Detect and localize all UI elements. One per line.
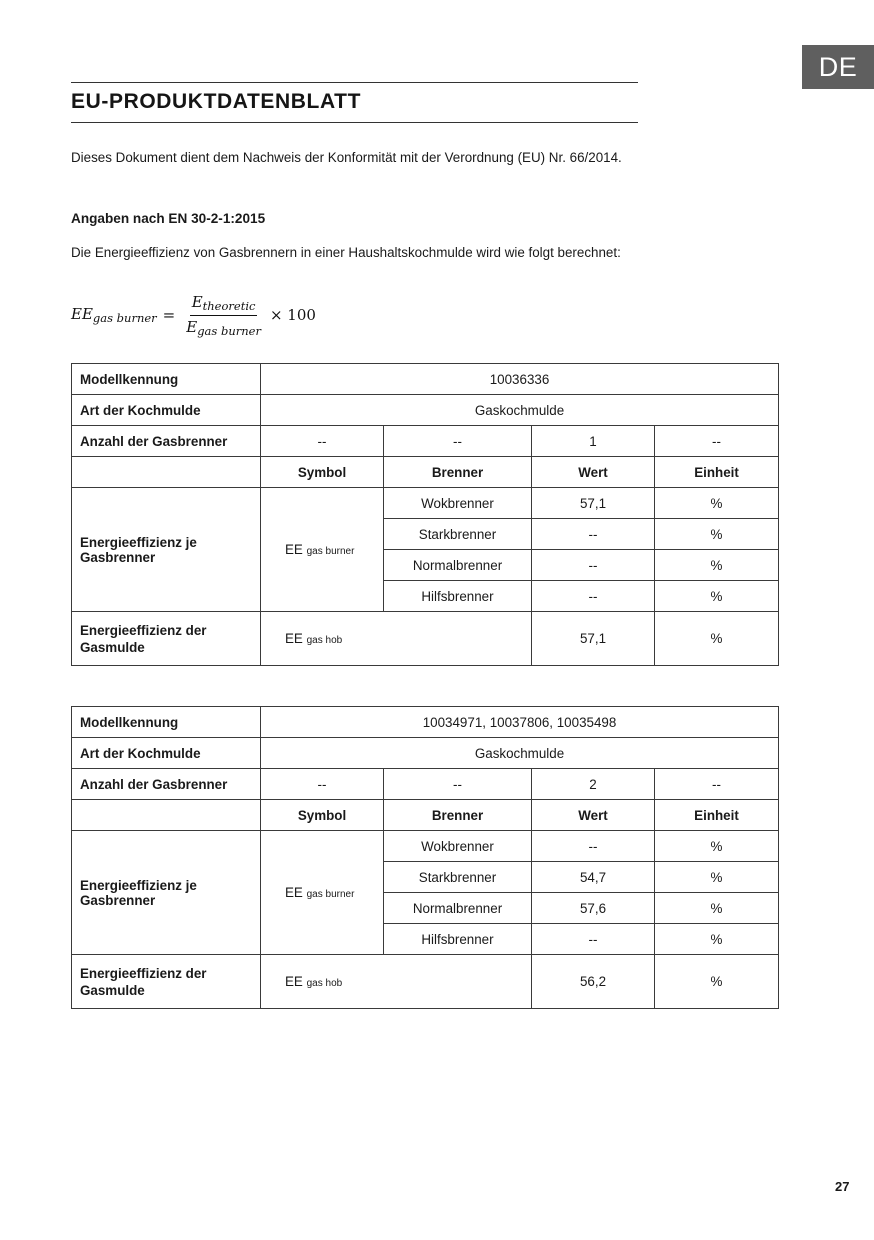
burner-name: Hilfsbrenner — [384, 581, 532, 612]
burner-name: Normalbrenner — [384, 893, 532, 924]
burner-count-cell: -- — [384, 426, 532, 457]
symbol-header: Symbol — [261, 457, 384, 488]
hob-efficiency-value: 57,1 — [532, 612, 655, 666]
efficiency-burner-symbol: EE gas burner — [261, 488, 384, 612]
model-value: 10034971, 10037806, 10035498 — [261, 707, 779, 738]
unit-header: Einheit — [655, 800, 779, 831]
table-row — [72, 426, 779, 457]
burner-count-cell: -- — [655, 769, 779, 800]
table-row — [72, 364, 779, 395]
formula-lhs: $EE_{gas burner}$ — [71, 305, 157, 325]
table-row — [72, 769, 779, 800]
burner-unit: % — [655, 924, 779, 955]
empty-cell — [72, 457, 261, 488]
table-row — [72, 707, 779, 738]
formula-equals: = — [162, 306, 176, 324]
product-data-table-2 — [71, 706, 779, 1009]
burner-unit: % — [655, 519, 779, 550]
burner-count-cell: -- — [261, 426, 384, 457]
symbol-header: Symbol — [261, 800, 384, 831]
table-row — [72, 488, 779, 519]
product-data-table-1 — [71, 363, 779, 666]
hob-type-label: Art der Kochmulde — [72, 395, 261, 426]
burner-name: Starkbrenner — [384, 862, 532, 893]
burner-name: Normalbrenner — [384, 550, 532, 581]
burner-count-label: Anzahl der Gasbrenner — [72, 769, 261, 800]
hob-efficiency-label: Energieeffizienz der Gasmulde — [72, 955, 261, 1009]
burner-name: Starkbrenner — [384, 519, 532, 550]
burner-value: -- — [532, 550, 655, 581]
model-label: Modellkennung — [72, 707, 261, 738]
hob-type-label: Art der Kochmulde — [72, 738, 261, 769]
burner-count-cell: 2 — [532, 769, 655, 800]
burner-name: Hilfsbrenner — [384, 924, 532, 955]
empty-cell — [72, 800, 261, 831]
burner-header: Brenner — [384, 457, 532, 488]
model-value: 10036336 — [261, 364, 779, 395]
table-header-row — [72, 800, 779, 831]
burner-count-cell: -- — [655, 426, 779, 457]
burner-header: Brenner — [384, 800, 532, 831]
burner-count-cell: -- — [384, 769, 532, 800]
table-header-row — [72, 457, 779, 488]
efficiency-per-burner-label: Energieeffizienz je Gasbrenner — [72, 488, 261, 612]
language-tab: DE — [802, 45, 874, 89]
formula-multiplier: × 100 — [269, 306, 316, 324]
table-row — [72, 395, 779, 426]
burner-count-label: Anzahl der Gasbrenner — [72, 426, 261, 457]
title-rule-top — [71, 82, 638, 83]
efficiency-hob-symbol: EE gas hob — [261, 612, 532, 666]
burner-value: 57,6 — [532, 893, 655, 924]
hob-type-value: Gaskochmulde — [261, 738, 779, 769]
formula-numerator: $E_{theoretic}$ — [190, 293, 258, 316]
burner-name: Wokbrenner — [384, 831, 532, 862]
table-row — [72, 831, 779, 862]
efficiency-formula — [71, 291, 316, 339]
title-rule-bottom — [71, 122, 638, 123]
burner-value: -- — [532, 831, 655, 862]
burner-unit: % — [655, 550, 779, 581]
burner-value: -- — [532, 519, 655, 550]
burner-value: 57,1 — [532, 488, 655, 519]
burner-unit: % — [655, 893, 779, 924]
hob-efficiency-unit: % — [655, 955, 779, 1009]
unit-header: Einheit — [655, 457, 779, 488]
table-row — [72, 612, 779, 666]
hob-efficiency-unit: % — [655, 612, 779, 666]
hob-efficiency-label: Energieeffizienz der Gasmulde — [72, 612, 261, 666]
section-heading: Angaben nach EN 30-2-1:2015 — [71, 211, 266, 226]
burner-value: -- — [532, 581, 655, 612]
burner-count-cell: 1 — [532, 426, 655, 457]
table-row — [72, 738, 779, 769]
burner-unit: % — [655, 488, 779, 519]
table-row — [72, 955, 779, 1009]
efficiency-hob-symbol: EE gas hob — [261, 955, 532, 1009]
burner-unit: % — [655, 862, 779, 893]
burner-value: 54,7 — [532, 862, 655, 893]
page-number: 27 — [835, 1179, 850, 1194]
efficiency-burner-symbol: EE gas burner — [261, 831, 384, 955]
burner-unit: % — [655, 581, 779, 612]
intro-paragraph: Dieses Dokument dient dem Nachweis der Konformität mit der Verordnung (EU) Nr. 66/2014. — [71, 150, 622, 165]
calculation-paragraph: Die Energieeffizienz von Gasbrennern in einer Haushaltskochmulde wird wie folgt berechnet: — [71, 245, 621, 260]
formula-denominator: $E_{gas burner}$ — [186, 317, 261, 338]
hob-efficiency-value: 56,2 — [532, 955, 655, 1009]
efficiency-per-burner-label: Energieeffizienz je Gasbrenner — [72, 831, 261, 955]
model-label: Modellkennung — [72, 364, 261, 395]
burner-count-cell: -- — [261, 769, 384, 800]
value-header: Wert — [532, 800, 655, 831]
burner-value: -- — [532, 924, 655, 955]
page-title: EU-PRODUKTDATENBLATT — [71, 90, 362, 113]
formula-fraction — [184, 293, 263, 338]
value-header: Wert — [532, 457, 655, 488]
burner-name: Wokbrenner — [384, 488, 532, 519]
hob-type-value: Gaskochmulde — [261, 395, 779, 426]
burner-unit: % — [655, 831, 779, 862]
